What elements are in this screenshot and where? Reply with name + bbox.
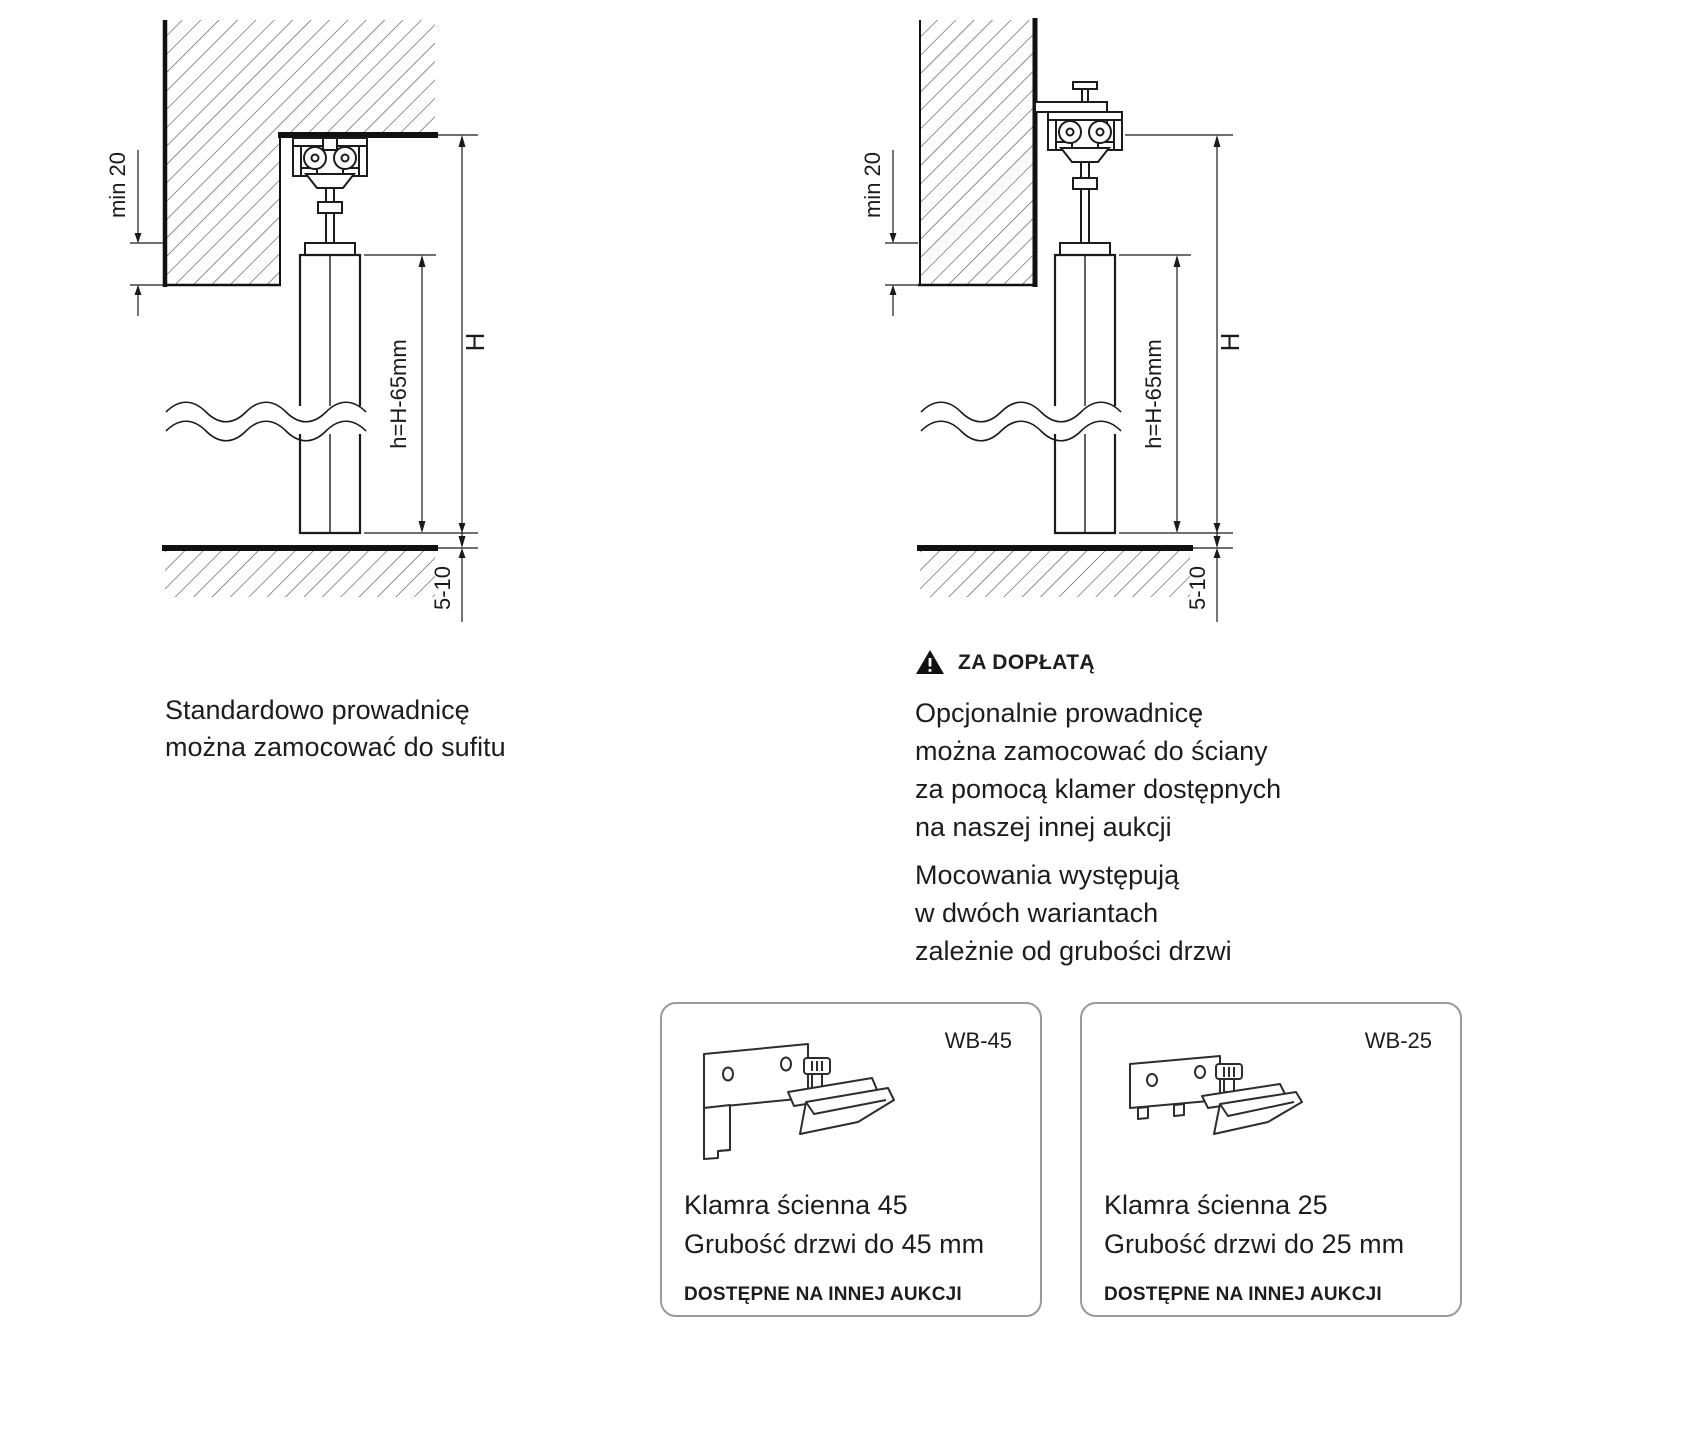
bracket-code: WB-45	[944, 1028, 1012, 1053]
wall-mount-caption	[915, 694, 1281, 846]
floor-hatch	[165, 551, 435, 597]
wall-section	[920, 20, 1035, 285]
break-line	[921, 402, 1121, 422]
caption-line: Opcjonalnie prowadnicę	[915, 698, 1204, 728]
ceiling-mount-diagram	[100, 10, 520, 660]
surcharge-warning	[915, 649, 1095, 676]
dim-total-height-label: H	[460, 332, 490, 352]
note-line: Mocowania występują	[915, 860, 1180, 890]
wall-mount-diagram	[855, 10, 1275, 660]
warning-triangle-icon	[915, 649, 945, 676]
bracket-availability: DOSTĘPNE NA INNEJ AUKCJI	[1104, 1284, 1382, 1305]
bracket-card-wb45	[660, 1002, 1042, 1317]
roller-trolley	[293, 138, 367, 255]
note-line: zależnie od grubości drzwi	[915, 936, 1232, 966]
bracket-thickness: Grubość drzwi do 25 mm	[1104, 1229, 1405, 1259]
door-panel	[921, 255, 1121, 533]
floor-hatch	[920, 551, 1190, 597]
break-line	[166, 421, 366, 441]
bracket-card-wb25	[1080, 1002, 1462, 1317]
door-panel	[166, 255, 366, 533]
break-line	[921, 421, 1121, 441]
caption-line: za pomocą klamer dostępnych	[915, 774, 1282, 804]
caption-line: na naszej innej aukcji	[915, 812, 1172, 842]
ceiling-mount-caption	[165, 692, 506, 766]
wall-bracket-trolley	[1035, 82, 1122, 255]
wall-bracket-25-illustration	[1108, 1038, 1338, 1183]
caption-line: można zamocować do sufitu	[165, 732, 506, 762]
dim-total-height-label: H	[1215, 332, 1245, 352]
break-line	[166, 402, 366, 422]
note-line: w dwóch wariantach	[915, 898, 1159, 928]
bracket-description	[684, 1186, 984, 1314]
wall-bracket-45-illustration	[688, 1038, 918, 1183]
dim-min-clearance-label: min 20	[105, 151, 130, 219]
caption-line: można zamocować do ściany	[915, 736, 1268, 766]
bracket-name: Klamra ścienna 45	[684, 1190, 908, 1220]
bracket-code: WB-25	[1364, 1028, 1432, 1053]
bracket-thickness: Grubość drzwi do 45 mm	[684, 1229, 985, 1259]
bracket-availability: DOSTĘPNE NA INNEJ AUKCJI	[684, 1284, 962, 1305]
dimension-labels	[860, 152, 1245, 610]
bracket-name: Klamra ścienna 25	[1104, 1190, 1328, 1220]
dim-door-height-label: h=H-65mm	[1141, 339, 1166, 449]
caption-line: Standardowo prowadnicę	[165, 695, 470, 725]
surcharge-label: ZA DOPŁATĄ	[958, 650, 1095, 674]
dim-floor-gap-label: 5-10	[430, 565, 455, 611]
dim-min-clearance-label: min 20	[860, 151, 885, 219]
dim-floor-gap-label: 5-10	[1185, 565, 1210, 611]
bracket-description	[1104, 1186, 1404, 1314]
dim-door-height-label: h=H-65mm	[386, 339, 411, 449]
variants-note	[915, 856, 1232, 970]
